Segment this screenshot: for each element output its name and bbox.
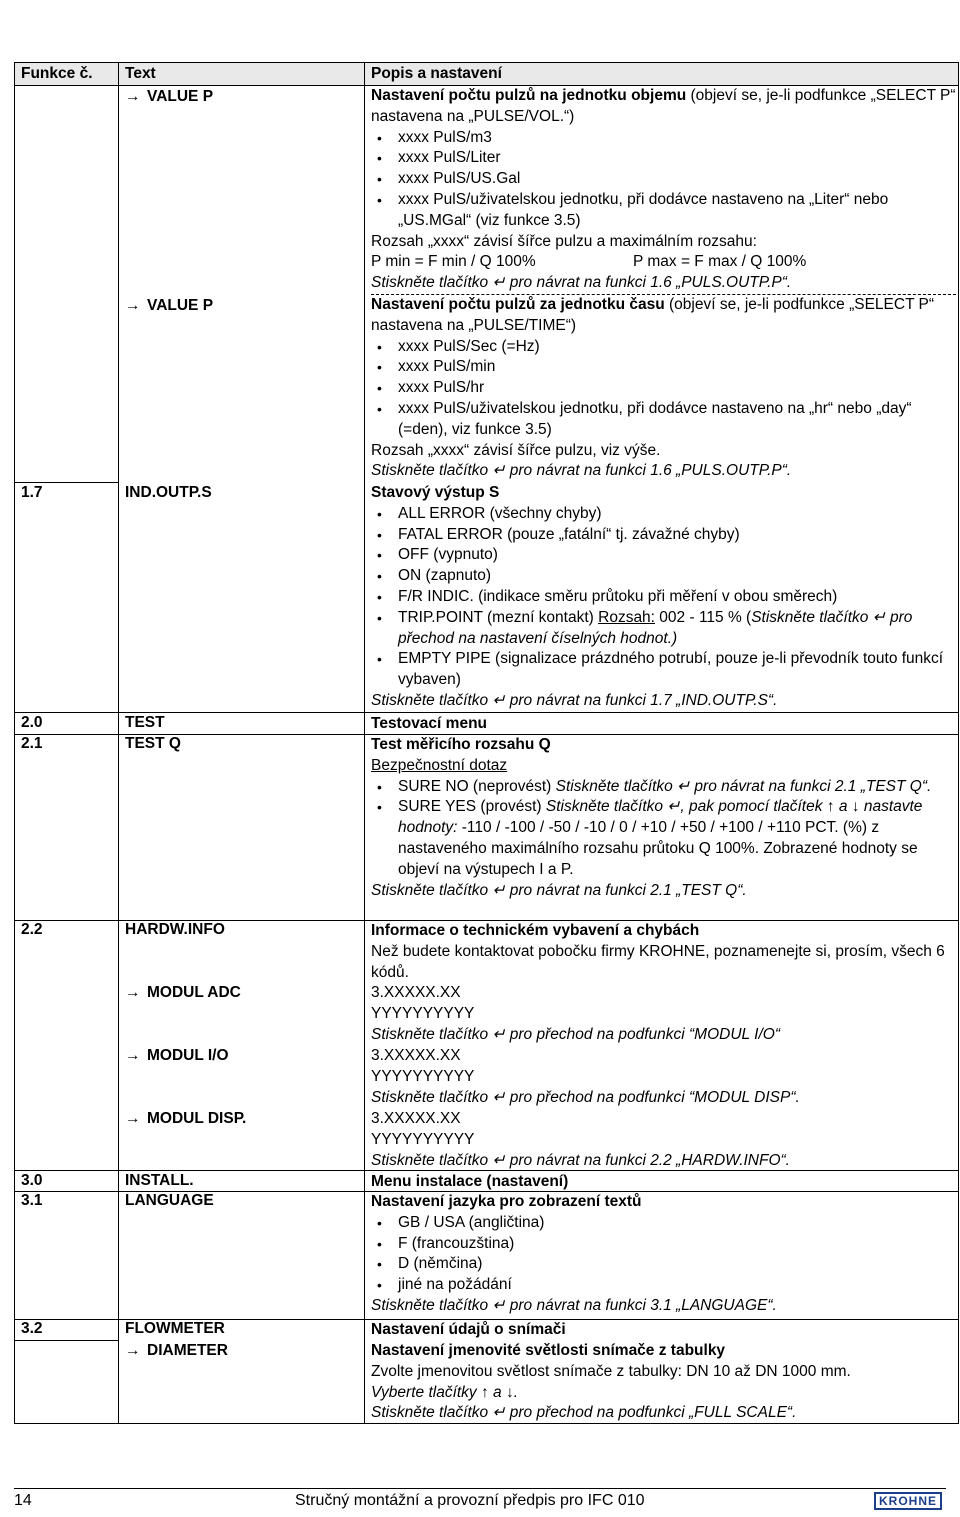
list-item: • xxxx PulS/uživatelskou jednotku, při dodávce nastaveno na „Liter“ nebo „US.MGal“ (viz funkce 3.5) bbox=[371, 190, 956, 232]
arrow-right-icon: → bbox=[125, 88, 141, 105]
press-instruction: Stiskněte tlačítko ↵ pro přechod na podfunkci “MODUL DISP“. bbox=[371, 1088, 800, 1106]
footer-divider bbox=[14, 1488, 946, 1489]
list-item: • GB / USA (angličtina) bbox=[371, 1213, 956, 1234]
press-instruction: Stiskněte tlačítko ↵ pro návrat na funkci 1.6 „PULS.OUTP.P“. bbox=[371, 462, 792, 480]
arrow-right-icon: → bbox=[125, 984, 141, 1001]
pmax-formula: P max = F max / Q 100% bbox=[633, 253, 807, 271]
row-description: Stavový výstup S • ALL ERROR (všechny chyby) • FATAL ERROR (pouze „fatální“ tj. závažné chyby) • OFF (vypnuto) • ON (zapnuto) • F/R INDIC. (indikace směru průtoku při měření v obou směrech) • TRIP.POINT (mezní kontakt) Rozsah: 002 - 115 % (Stiskněte tlačítko ↵ pro přechod na nastavení číselných hodnot.) • EMPTY PIPE (signalizace prázdného potrubí, pouze je-li převodník touto funkcí vybaven) Stiskněte tlačítko ↵ pro návrat na funkci 1.7 „IND.OUTP.S“. bbox=[371, 483, 956, 712]
table-header bbox=[15, 63, 958, 86]
list-item: • xxxx PulS/US.Gal bbox=[371, 169, 956, 190]
list-item: • TRIP.POINT (mezní kontakt) Rozsah: 002 - 115 % (Stiskněte tlačítko ↵ pro přechod na nastavení číselných hodnot.) bbox=[371, 608, 956, 650]
list-item: • ALL ERROR (všechny chyby) bbox=[371, 504, 956, 525]
press-instruction: Stiskněte tlačítko ↵ pro návrat na funkci 1.7 „IND.OUTP.S“. bbox=[371, 691, 778, 709]
row-description: Informace o technickém vybavení a chybách Než budete kontaktovat pobočku firmy KROHNE, poznamenejte si, prosím, všech 6 kódů. bbox=[371, 922, 945, 981]
column-divider-2 bbox=[364, 63, 365, 1423]
list-item: • FATAL ERROR (pouze „fatální“ tj. závažné chyby) bbox=[371, 525, 956, 546]
press-instruction: Stiskněte tlačítko ↵ pro návrat na funkci 2.2 „HARDW.INFO“. bbox=[371, 1151, 790, 1169]
page-number: 14 bbox=[14, 1492, 32, 1509]
list-item: • D (němčina) bbox=[371, 1254, 956, 1275]
footer-title: Stručný montážní a provozní předpis pro IFC 010 bbox=[295, 1492, 645, 1509]
list-item: • xxxx PulS/hr bbox=[371, 378, 956, 399]
arrow-right-icon: → bbox=[125, 297, 141, 314]
header-text: Text bbox=[125, 65, 156, 82]
press-instruction: Stiskněte tlačítko ↵ pro návrat na funkci 1.6 „PULS.OUTP.P“. bbox=[371, 273, 956, 295]
list-item: • xxxx PulS/Sec (=Hz) bbox=[371, 337, 956, 358]
arrow-right-icon: → bbox=[125, 1110, 141, 1127]
press-instruction: Stiskněte tlačítko ↵ pro přechod na podfunkci “MODUL I/O“ bbox=[371, 1025, 780, 1043]
header-function-no: Funkce č. bbox=[21, 65, 93, 82]
list-item: • SURE YES (provést) Stiskněte tlačítko ↵, pak pomocí tlačítek ↑ a ↓ nastavte hodnoty: -110 / -100 / -50 / -10 / 0 / +10 / +50 / +100 / +110 PCT. (%) z nastaveného maximálního rozsahu průtoku Q 100%. Zobrazené hodnoty se objeví na výstupech I a P. bbox=[371, 797, 956, 880]
row-text: VALUE P bbox=[147, 88, 214, 105]
list-item: • EMPTY PIPE (signalizace prázdného potrubí, pouze je-li převodník touto funkcí vybaven) bbox=[371, 649, 956, 691]
list-item: • xxxx PulS/m3 bbox=[371, 128, 956, 149]
list-item: • OFF (vypnuto) bbox=[371, 545, 956, 566]
arrow-right-icon: → bbox=[125, 1342, 141, 1359]
press-instruction: Stiskněte tlačítko ↵ pro návrat na funkci 2.1 „TEST Q“. bbox=[371, 881, 747, 899]
arrow-right-icon: → bbox=[125, 1047, 141, 1064]
row-description: Nastavení jmenovité světlosti snímače z tabulky Zvolte jmenovitou světlost snímače z tabulky: DN 10 až DN 1000 mm. Vyberte tlačítky ↑ a ↓. Stiskněte tlačítko ↵ pro přechod na podfunkci „FULL SCALE“. bbox=[371, 1341, 956, 1424]
press-instruction: Stiskněte tlačítko ↵ pro návrat na funkci 3.1 „LANGUAGE“. bbox=[371, 1296, 777, 1314]
row-description: Nastavení počtu pulzů za jednotku času (objeví se, je-li podfunkce „SELECT P“ nastavena na „PULSE/TIME“) • xxxx PulS/Sec (=Hz) • xxxx PulS/min • xxxx PulS/hr • xxxx PulS/uživatelskou jednotku, při dodávce nastaveno na „hr“ nebo „day“ (=den), viz funkce 3.5) Rozsah „xxxx“ závisí šířce pulzu, viz výše. Stiskněte tlačítko ↵ pro návrat na funkci 1.6 „PULS.OUTP.P“. bbox=[371, 295, 956, 482]
row-description: Nastavení jazyka pro zobrazení textů • GB / USA (angličtina) • F (francouzština) • D (němčina) • jiné na požádání Stiskněte tlačítko ↵ pro návrat na funkci 3.1 „LANGUAGE“. bbox=[371, 1192, 956, 1317]
list-item: • xxxx PulS/min bbox=[371, 357, 956, 378]
list-item: • F (francouzština) bbox=[371, 1234, 956, 1255]
row-description: Test měřicího rozsahu Q Bezpečnostní dotaz • SURE NO (neprovést) Stiskněte tlačítko ↵ pro návrat na funkci 2.1 „TEST Q“. • SURE YES (provést) Stiskněte tlačítko ↵, pak pomocí tlačítek ↑ a ↓ nastavte hodnoty: -110 / -100 / -50 / -10 / 0 / +10 / +50 / +100 / +110 PCT. (%) z nastaveného maximálního rozsahu průtoku Q 100%. Zobrazené hodnoty se objeví na výstupech I a P. Stiskněte tlačítko ↵ pro návrat na funkci 2.1 „TEST Q“. bbox=[371, 735, 956, 901]
krohne-logo: KROHNE bbox=[874, 1492, 942, 1510]
row-description: Nastavení počtu pulzů na jednotku objemu (objeví se, je-li podfunkce „SELECT P“ nastavena na „PULSE/VOL.“) • xxxx PulS/m3 • xxxx PulS/Liter • xxxx PulS/US.Gal • xxxx PulS/uživatelskou jednotku, při dodávce nastaveno na „Liter“ nebo „US.MGal“ (viz funkce 3.5) Rozsah „xxxx“ závisí šířce pulzu a maximálním rozsahu: P min = F min / Q 100% P max = F max / Q 100% Stiskněte tlačítko ↵ pro návrat na funkci 1.6 „PULS.OUTP.P“. bbox=[371, 86, 956, 295]
list-item: • xxxx PulS/Liter bbox=[371, 148, 956, 169]
pmin-formula: P min = F min / Q 100% bbox=[371, 253, 536, 271]
column-divider-1 bbox=[118, 63, 119, 1423]
list-item: • xxxx PulS/uživatelskou jednotku, při dodávce nastaveno na „hr“ nebo „day“ (=den), viz funkce 3.5) bbox=[371, 399, 956, 441]
list-item: • F/R INDIC. (indikace směru průtoku při měření v obou směrech) bbox=[371, 587, 956, 608]
list-item: • jiné na požádání bbox=[371, 1275, 956, 1296]
function-table: Funkce č. Text Popis a nastavení → VALUE P Nastavení počtu pulzů na jednotku objemu (objeví se, je-li podfunkce „SELECT P“ nastavena na „PULSE/VOL.“) • xxxx PulS/m3 • xxxx PulS/Liter • xxxx PulS/US.Gal • xxxx PulS/uživatelskou jednotku, při dodávce nastaveno na „Liter“ nebo „US.MGal“ (viz funkce 3.5) Rozsah „xxxx“ závisí šířce pulzu a maximálním rozsahu: P min = F min / Q 100% P max = F max / Q 100% Stiskněte tlačítko ↵ pro návrat na funkci 1.6 „PULS.OUTP.P“. → VALUE P Nastavení počtu pulzů za jednotku času (objeví se, je-li podfunkce „SELECT P“ nastavena na „PULSE/TIME“) • xxxx PulS/Sec (=Hz) • xxxx PulS/min • xxxx PulS/hr • xxxx PulS/uživatelskou jednotku, při dodávce nastaveno na „hr“ nebo „day“ (=den), viz funkce 3.5) Rozsah „xxxx“ závisí šířce pulzu, viz výše. Stiskněte tlačítko ↵ pro návrat na funkci 1.6 „PULS.OUTP.P“. 1.7 IND.OUTP.S Stavový výstup S • ALL ERROR (všechny chyby) • FATAL ERROR (pouze „fatální“ tj. závažné chyby) • OFF (vypnuto) • ON (zapnuto) • F/R INDIC. (indikace směru průtoku při měření v obou směrech) • TRIP.POINT (mezní kontakt) Rozsah: 002 - 115 % (Stiskněte tlačítko ↵ pro přechod na nastavení číselných hodnot.) • EMPTY PIPE (signalizace prázdného potrubí, pouze je-li převodník touto funkcí vybaven) Stiskněte tlačítko ↵ pro návrat na funkci 1.7 „IND.OUTP.S“. 2.0 TEST Testovací menu 2.1 TEST Q Test měřicího rozsahu Q Bezpečnostní dotaz • SURE NO (neprovést) Stiskněte tlačítko ↵ pro návrat na funkci 2.1 „TEST Q“. • SURE YES (provést) Stiskněte tlačítko ↵, pak pomocí tlačítek ↑ a ↓ nastavte hodnoty: -110 / -100 / -50 / -10 / 0 / +10 / +50 / +100 / +110 PCT. (%) z nastaveného maximálního rozsahu průtoku Q 100%. Zobrazené hodnoty se objeví na výstupech I a P. Stiskněte tlačítko ↵ pro návrat na funkci 2.1 „TEST Q“. 2.2 HARDW.INFO Informace o technickém vybavení a chybách Než budete kontaktovat pobočku firmy KROHNE, poznamenejte si, prosím, všech 6 kódů. → MODUL ADC 3.XXXXX.XX YYYYYYYYYY Stiskněte tlačítko ↵ pro přechod na podfunkci “MODUL I/O“ → MODUL I/O 3.XXXXX.XX YYYYYYYYYY Stiskněte tlačítko ↵ pro přechod na podfunkci “MODUL DISP“. → MODUL DISP. 3.XXXXX.XX YYYYYYYYYY Stiskněte tlačítko ↵ pro návrat na funkci 2.2 „HARDW.INFO“. 3.0 INSTALL. Menu instalace (nastavení) 3.1 LANGUAGE Nastavení jazyka pro zobrazení textů • GB / USA (angličtina) • F (francouzština) • D (němčina) • jiné na požádání Stiskněte tlačítko ↵ pro návrat na funkci 3.1 „LANGUAGE“. 3.2 FLOWMETER Nastavení údajů o snímači → DIAMETER Nastavení jmenovité světlosti snímače z tabulky Zvolte jmenovitou světlost snímače z tabulky: DN 10 až DN 1000 mm. Vyberte tlačítky ↑ a ↓. Stiskněte tlačítko ↵ pro přechod na podfunkci „FULL SCALE“. bbox=[14, 62, 959, 1424]
press-instruction: Stiskněte tlačítko ↵ pro přechod na podfunkci „FULL SCALE“. bbox=[371, 1404, 797, 1422]
header-description: Popis a nastavení bbox=[371, 65, 502, 82]
list-item: • SURE NO (neprovést) Stiskněte tlačítko ↵ pro návrat na funkci 2.1 „TEST Q“. bbox=[371, 777, 956, 798]
list-item: • ON (zapnuto) bbox=[371, 566, 956, 587]
